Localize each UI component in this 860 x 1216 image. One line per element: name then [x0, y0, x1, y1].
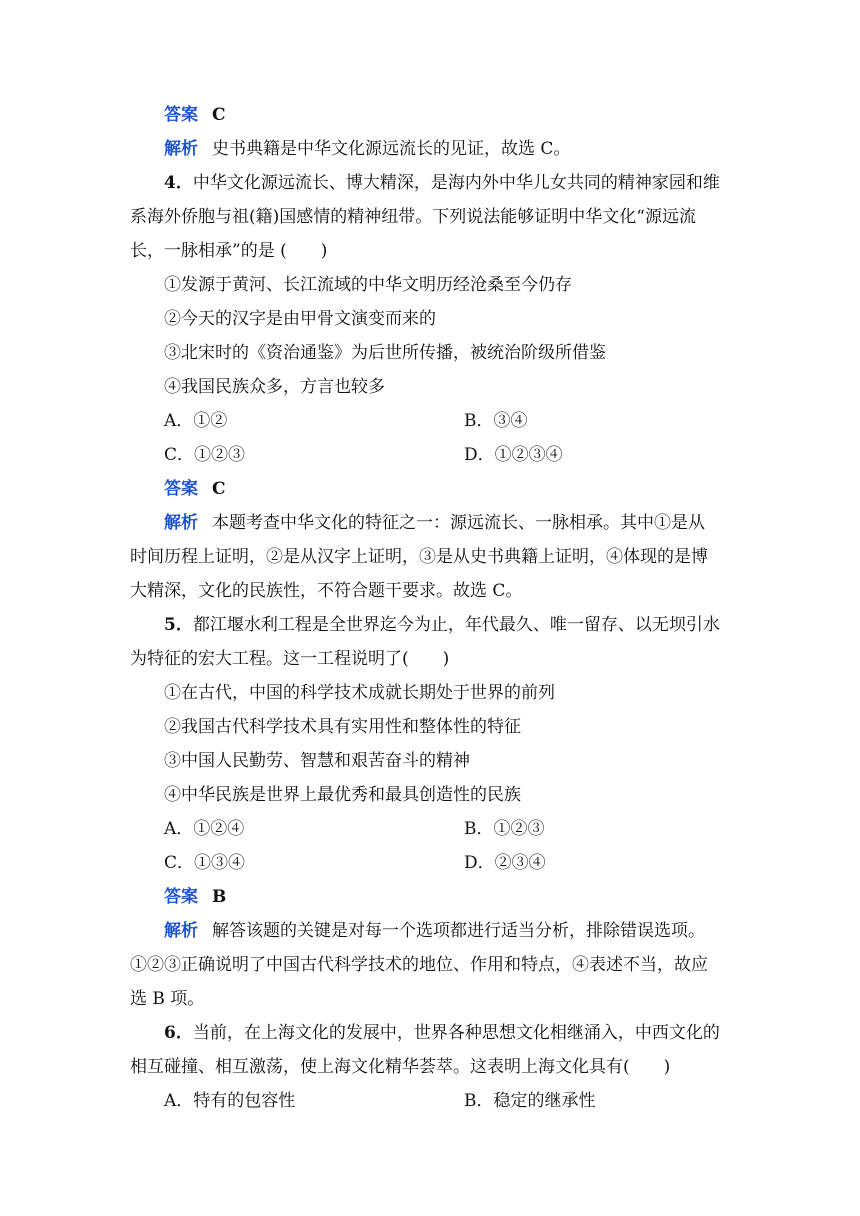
question-4-line-2: 系海外侨胞与祖(籍)国感情的精神纽带。下列说法能够证明中华文化“源远流	[130, 207, 696, 227]
answer-q3	[164, 98, 740, 132]
question-5-option-b: B．①②③	[464, 819, 545, 839]
answer-value: C	[212, 105, 226, 125]
question-5-option-d: D．②③④	[464, 853, 546, 873]
question-number: 6．	[164, 1023, 193, 1043]
explanation-label: 解析	[164, 921, 198, 941]
question-4-item-3: ③北宋时的《资治通鉴》为后世所传播，被统治阶级所借鉴	[164, 343, 606, 363]
answer-value: C	[212, 479, 226, 499]
answer-q5	[164, 880, 740, 914]
explanation-label: 解析	[164, 139, 198, 159]
answer-label: 答案	[164, 479, 198, 499]
question-5-option-a: A．①②④	[164, 819, 245, 839]
question-text: 都江堰水利工程是全世界迄今为止，年代最久、唯一留存、以无坝引水	[192, 615, 720, 635]
question-number: 5．	[164, 615, 193, 635]
answer-label: 答案	[164, 887, 198, 907]
question-5-item-1: ①在古代，中国的科学技术成就长期处于世界的前列	[164, 683, 555, 703]
explanation-q4	[164, 506, 740, 540]
question-4-line-3: 长，一脉相承”的是 ( )	[130, 241, 328, 261]
question-6-line-1	[164, 1016, 740, 1050]
explanation-q5	[164, 914, 740, 948]
explanation-q4-line-2: 时间历程上证明，②是从汉字上证明，③是从史书典籍上证明，④体现的是博	[130, 547, 708, 567]
answer-value: B	[212, 887, 227, 907]
question-6-option-b: B．稳定的继承性	[464, 1091, 596, 1111]
explanation-q5-line-3: 选 B 项。	[130, 989, 205, 1009]
explanation-q4-line-3: 大精深，文化的民族性，不符合题干要求。故选 C。	[130, 581, 523, 601]
question-5-item-4: ④中华民族是世界上最优秀和最具创造性的民族	[164, 785, 521, 805]
question-5-item-3: ③中国人民勤劳、智慧和艰苦奋斗的精神	[164, 751, 470, 771]
explanation-text: 解答该题的关键是对每一个选项都进行适当分析，排除错误选项。	[212, 921, 705, 941]
explanation-q5-line-2: ①②③正确说明了中国古代科学技术的地位、作用和特点，④表述不当，故应	[130, 955, 708, 975]
explanation-text: 史书典籍是中华文化源远流长的见证，故选 C。	[212, 139, 571, 159]
question-4-option-b: B．③④	[464, 411, 528, 431]
question-4-option-a: A．①②	[164, 411, 228, 431]
question-5-line-1	[164, 608, 740, 642]
question-6-line-2: 相互碰撞、相互激荡，使上海文化精华荟萃。这表明上海文化具有( )	[130, 1057, 671, 1077]
question-4-option-c: C．①②③	[164, 445, 246, 465]
question-number: 4．	[164, 173, 193, 193]
answer-label: 答案	[164, 105, 198, 125]
explanation-q3	[164, 132, 740, 166]
question-4-item-2: ②今天的汉字是由甲骨文演变而来的	[164, 309, 436, 329]
question-4-item-4: ④我国民族众多，方言也较多	[164, 377, 385, 397]
explanation-label: 解析	[164, 513, 198, 533]
question-5-option-c: C．①③④	[164, 853, 246, 873]
question-4-item-1: ①发源于黄河、长江流域的中华文明历经沧桑至今仍存	[164, 275, 572, 295]
question-text: 中华文化源远流长、博大精深，是海内外中华儿女共同的精神家园和维	[192, 173, 720, 193]
explanation-text: 本题考查中华文化的特征之一：源远流长、一脉相承。其中①是从	[212, 513, 705, 533]
question-4-option-d: D．①②③④	[464, 445, 563, 465]
question-5-line-2: 为特征的宏大工程。这一工程说明了( )	[130, 649, 450, 669]
question-6-option-a: A．特有的包容性	[164, 1091, 296, 1111]
question-5-item-2: ②我国古代科学技术具有实用性和整体性的特征	[164, 717, 521, 737]
question-4-line-1	[164, 166, 740, 200]
question-text: 当前，在上海文化的发展中，世界各种思想文化相继涌入，中西文化的	[192, 1023, 720, 1043]
answer-q4	[164, 472, 740, 506]
